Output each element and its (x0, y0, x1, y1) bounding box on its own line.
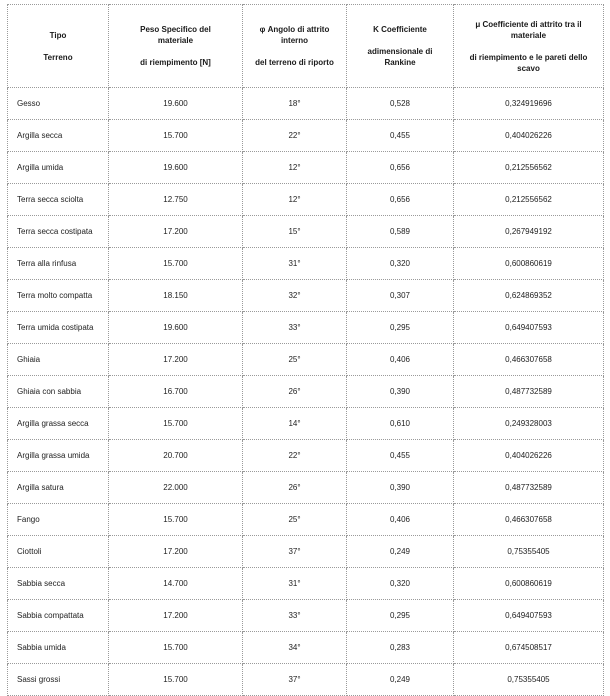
cell-k-coefficiente: 0,589 (347, 216, 454, 248)
header-line: di riempimento e le pareti dello (469, 52, 588, 62)
cell-peso-specifico: 19.600 (109, 152, 243, 184)
cell-k-coefficiente: 0,320 (347, 568, 454, 600)
cell-mu-coefficiente: 0,75355405 (454, 536, 604, 568)
cell-angolo-attrito: 31° (243, 568, 347, 600)
cell-angolo-attrito: 12° (243, 152, 347, 184)
cell-k-coefficiente: 0,656 (347, 152, 454, 184)
header-peso-specifico (109, 5, 243, 88)
header-line: del terreno di riporto (255, 58, 334, 67)
cell-k-coefficiente: 0,295 (347, 312, 454, 344)
header-line: Tipo (49, 30, 67, 40)
cell-mu-coefficiente: 0,466307658 (454, 344, 604, 376)
cell-peso-specifico: 20.700 (109, 440, 243, 472)
table-row (8, 120, 604, 152)
cell-tipo-terreno: Ghiaia con sabbia (8, 376, 109, 408)
header-line (347, 35, 453, 46)
header-mu-coefficiente (454, 5, 604, 88)
table-row (8, 664, 604, 696)
cell-peso-specifico: 14.700 (109, 568, 243, 600)
cell-mu-coefficiente: 0,487732589 (454, 376, 604, 408)
cell-tipo-terreno: Argilla grassa secca (8, 408, 109, 440)
cell-k-coefficiente: 0,295 (347, 600, 454, 632)
cell-peso-specifico: 19.600 (109, 312, 243, 344)
cell-k-coefficiente: 0,390 (347, 472, 454, 504)
cell-peso-specifico: 15.700 (109, 664, 243, 696)
cell-mu-coefficiente: 0,466307658 (454, 504, 604, 536)
table-row (8, 600, 604, 632)
cell-angolo-attrito: 26° (243, 472, 347, 504)
cell-tipo-terreno: Gesso (8, 88, 109, 120)
table-row (8, 408, 604, 440)
cell-tipo-terreno: Sabbia secca (8, 568, 109, 600)
cell-peso-specifico: 17.200 (109, 216, 243, 248)
header-line: Rankine (384, 58, 416, 67)
cell-k-coefficiente: 0,249 (347, 664, 454, 696)
cell-mu-coefficiente: 0,404026226 (454, 440, 604, 472)
table-row (8, 344, 604, 376)
table-row (8, 536, 604, 568)
header-line: scavo (517, 63, 540, 73)
header-line: di riempimento [N] (140, 58, 211, 67)
header-k-coefficiente (347, 5, 454, 88)
table-row (8, 216, 604, 248)
cell-k-coefficiente: 0,249 (347, 536, 454, 568)
cell-k-coefficiente: 0,528 (347, 88, 454, 120)
cell-peso-specifico: 17.200 (109, 536, 243, 568)
table-row (8, 568, 604, 600)
cell-angolo-attrito: 12° (243, 184, 347, 216)
cell-mu-coefficiente: 0,249328003 (454, 408, 604, 440)
table-row (8, 88, 604, 120)
header-line: K Coefficiente (373, 25, 427, 34)
table-row (8, 632, 604, 664)
cell-mu-coefficiente: 0,649407593 (454, 312, 604, 344)
cell-peso-specifico: 17.200 (109, 344, 243, 376)
cell-peso-specifico: 19.600 (109, 88, 243, 120)
cell-mu-coefficiente: 0,624869352 (454, 280, 604, 312)
cell-tipo-terreno: Terra molto compatta (8, 280, 109, 312)
cell-tipo-terreno: Sabbia compattata (8, 600, 109, 632)
cell-angolo-attrito: 34° (243, 632, 347, 664)
header-line (109, 46, 242, 57)
header-line: adimensionale di (367, 47, 433, 56)
cell-k-coefficiente: 0,320 (347, 248, 454, 280)
cell-mu-coefficiente: 0,267949192 (454, 216, 604, 248)
cell-k-coefficiente: 0,390 (347, 376, 454, 408)
cell-tipo-terreno: Terra umida costipata (8, 312, 109, 344)
cell-angolo-attrito: 37° (243, 664, 347, 696)
cell-peso-specifico: 15.700 (109, 248, 243, 280)
header-row (8, 5, 604, 88)
cell-mu-coefficiente: 0,674508517 (454, 632, 604, 664)
table-row (8, 440, 604, 472)
header-angolo-attrito (243, 5, 347, 88)
header-line: μ Coefficiente di attrito tra il (475, 19, 582, 29)
cell-peso-specifico: 15.700 (109, 504, 243, 536)
table-row (8, 280, 604, 312)
cell-peso-specifico: 22.000 (109, 472, 243, 504)
header-line: materiale (157, 36, 194, 45)
cell-tipo-terreno: Argilla satura (8, 472, 109, 504)
cell-tipo-terreno: Terra secca costipata (8, 216, 109, 248)
cell-mu-coefficiente: 0,75355405 (454, 664, 604, 696)
cell-peso-specifico: 15.700 (109, 408, 243, 440)
cell-mu-coefficiente: 0,487732589 (454, 472, 604, 504)
cell-angolo-attrito: 26° (243, 376, 347, 408)
cell-peso-specifico: 17.200 (109, 600, 243, 632)
cell-angolo-attrito: 22° (243, 440, 347, 472)
cell-angolo-attrito: 37° (243, 536, 347, 568)
cell-k-coefficiente: 0,283 (347, 632, 454, 664)
cell-tipo-terreno: Argilla grassa umida (8, 440, 109, 472)
cell-mu-coefficiente: 0,212556562 (454, 184, 604, 216)
header-line: Terreno (43, 52, 73, 62)
cell-tipo-terreno: Argilla umida (8, 152, 109, 184)
table-row (8, 184, 604, 216)
header-line (454, 41, 603, 52)
document-page (7, 4, 603, 696)
cell-tipo-terreno: Ghiaia (8, 344, 109, 376)
cell-tipo-terreno: Sassi grossi (8, 664, 109, 696)
cell-tipo-terreno: Terra alla rinfusa (8, 248, 109, 280)
cell-mu-coefficiente: 0,404026226 (454, 120, 604, 152)
header-line: materiale (510, 30, 547, 40)
cell-k-coefficiente: 0,656 (347, 184, 454, 216)
header-line (243, 46, 346, 57)
table-row (8, 472, 604, 504)
cell-peso-specifico: 18.150 (109, 280, 243, 312)
table-body (8, 88, 604, 696)
header-line: Peso Specifico del (140, 25, 211, 34)
cell-mu-coefficiente: 0,600860619 (454, 568, 604, 600)
table-row (8, 376, 604, 408)
cell-angolo-attrito: 25° (243, 344, 347, 376)
cell-angolo-attrito: 32° (243, 280, 347, 312)
cell-k-coefficiente: 0,307 (347, 280, 454, 312)
cell-tipo-terreno: Fango (8, 504, 109, 536)
soil-properties-table (7, 4, 604, 696)
table-header (8, 5, 604, 88)
header-tipo-terreno (8, 5, 109, 88)
cell-angolo-attrito: 14° (243, 408, 347, 440)
cell-mu-coefficiente: 0,649407593 (454, 600, 604, 632)
cell-angolo-attrito: 22° (243, 120, 347, 152)
cell-angolo-attrito: 31° (243, 248, 347, 280)
cell-mu-coefficiente: 0,600860619 (454, 248, 604, 280)
cell-k-coefficiente: 0,406 (347, 344, 454, 376)
cell-k-coefficiente: 0,455 (347, 120, 454, 152)
cell-mu-coefficiente: 0,212556562 (454, 152, 604, 184)
cell-angolo-attrito: 15° (243, 216, 347, 248)
table-row (8, 312, 604, 344)
cell-peso-specifico: 12.750 (109, 184, 243, 216)
header-line: interno (280, 36, 309, 45)
cell-peso-specifico: 15.700 (109, 632, 243, 664)
cell-angolo-attrito: 25° (243, 504, 347, 536)
cell-mu-coefficiente: 0,324919696 (454, 88, 604, 120)
cell-peso-specifico: 16.700 (109, 376, 243, 408)
cell-tipo-terreno: Argilla secca (8, 120, 109, 152)
cell-k-coefficiente: 0,455 (347, 440, 454, 472)
cell-k-coefficiente: 0,610 (347, 408, 454, 440)
cell-k-coefficiente: 0,406 (347, 504, 454, 536)
cell-tipo-terreno: Terra secca sciolta (8, 184, 109, 216)
table-row (8, 152, 604, 184)
table-row (8, 248, 604, 280)
cell-angolo-attrito: 33° (243, 600, 347, 632)
cell-tipo-terreno: Sabbia umida (8, 632, 109, 664)
header-line (8, 41, 108, 52)
cell-angolo-attrito: 33° (243, 312, 347, 344)
cell-angolo-attrito: 18° (243, 88, 347, 120)
header-line: φ Angolo di attrito (259, 25, 330, 34)
cell-peso-specifico: 15.700 (109, 120, 243, 152)
cell-tipo-terreno: Ciottoli (8, 536, 109, 568)
table-row (8, 504, 604, 536)
